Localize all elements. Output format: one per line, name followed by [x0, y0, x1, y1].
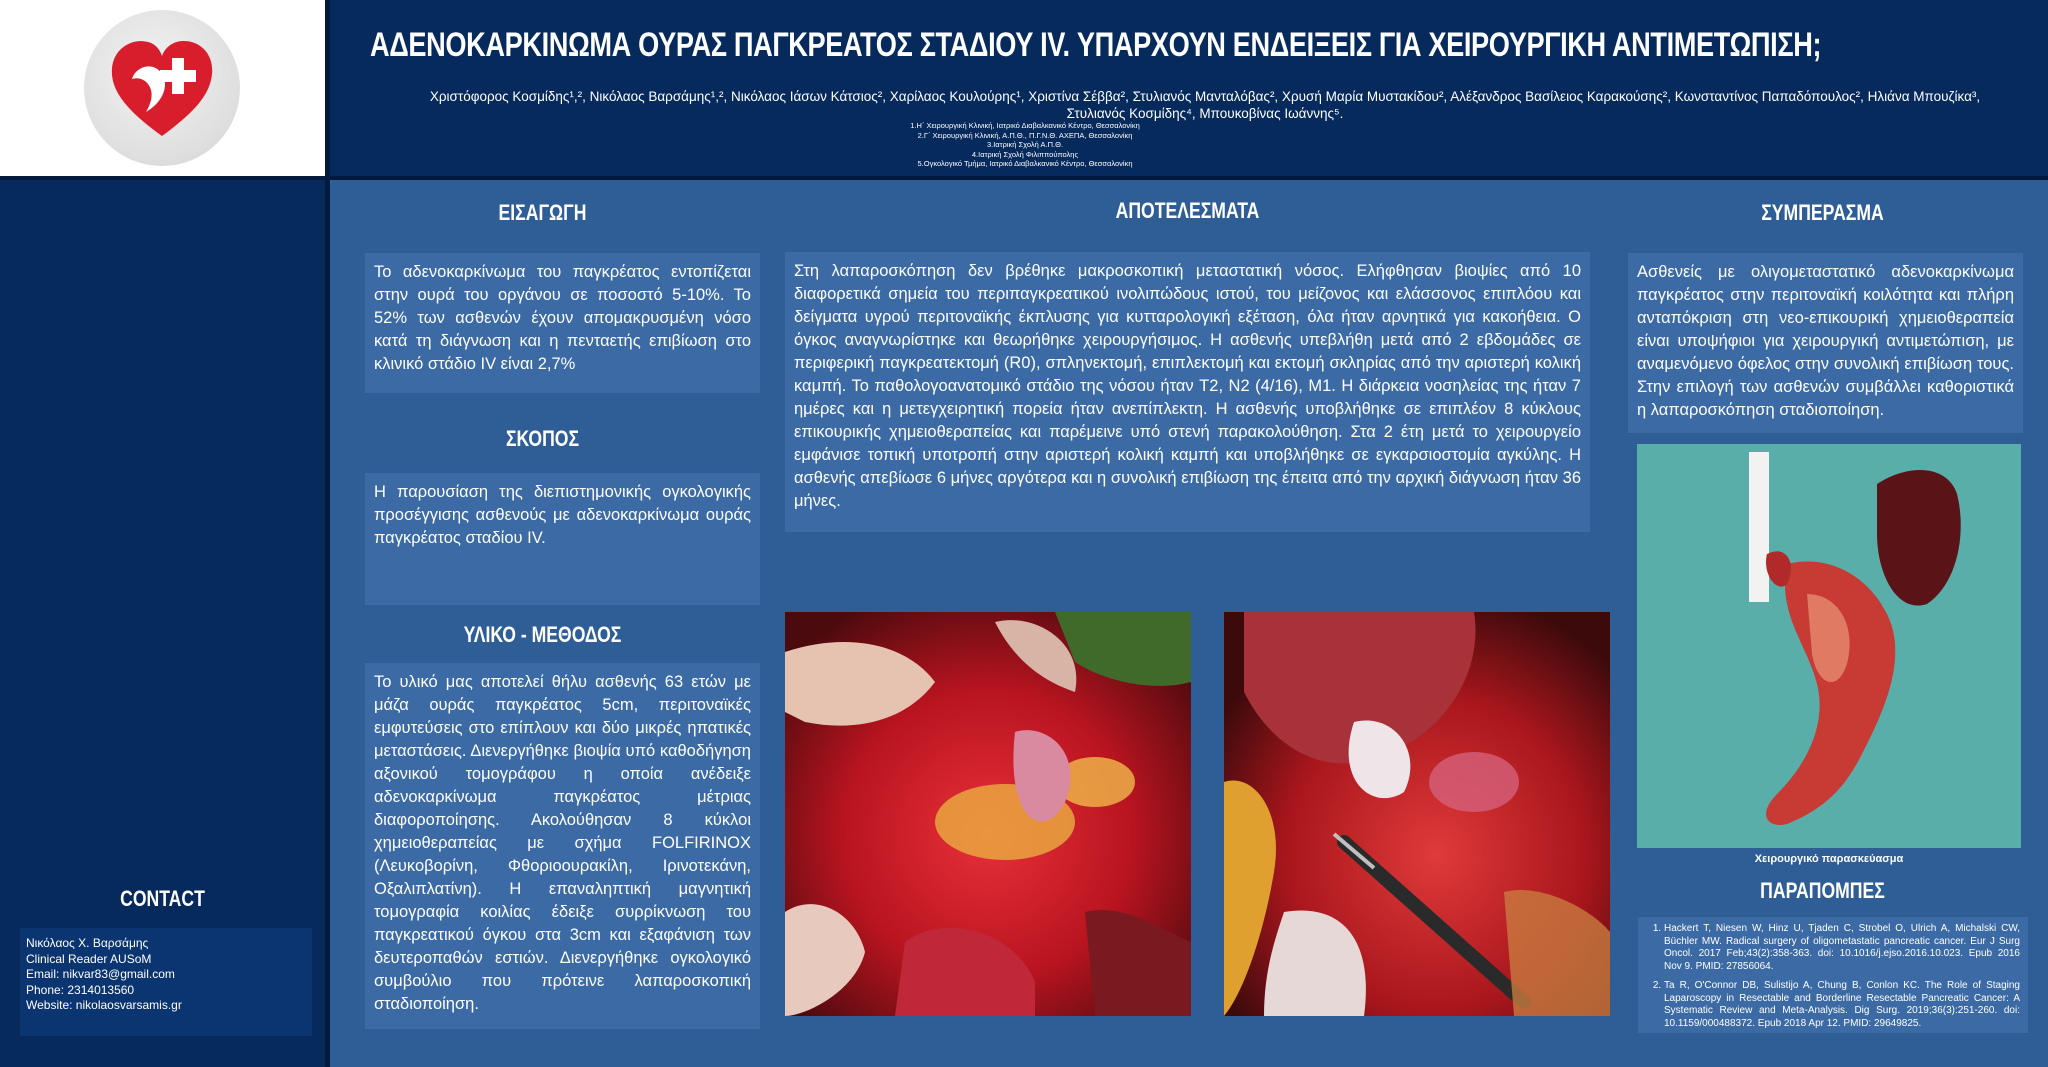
contact-phone: Phone: 2314013560 — [26, 982, 135, 997]
methods-box: Το υλικό μας αποτελεί θήλυ ασθενής 63 ετών με μάζα ουράς παγκρέατος 5cm, περιτοναϊκές εμφυτεύσεις στο επίπλουν και δύο μικρές ηπατικές μεταστάσεις. Διενεργήθηκε βιοψία υπό καθοδήγηση αξονικού τομογράφου η οποία ανέδειξε αδενοκαρκίνωμα παγκρέατος μέτριας διαφοροποίησης. Ακολούθησαν 8 κύκλοι χημειοθεραπείας με σχήμα FOLFIRINOX (Λευκοβορίνη, Φθοριοουρακίλη, Ιρινοτεκάνη, Οξαλιπλατίνη). Η επαναληπτική μαγνητική τομογραφία κοιλίας έδειξε συρρίκνωση του παγκρεατικού όγκου στα 3cm και εξαφάνιση των δευτεροπαθών εστιών. Διενεργήθηκε ογκολογικό συμβούλιο που πρότεινε λαπαροσκοπική σταδιοποίηση. — [365, 663, 760, 1029]
aim-box: Η παρουσίαση της διεπιστημονικής ογκολογικής προσέγγισης ασθενούς με αδενοκαρκίνωμα ουράς παγκρέατος σταδίου IV. — [365, 473, 760, 605]
contact-website[interactable]: Website: nikolaosvarsamis.gr — [26, 998, 182, 1012]
horizontal-divider — [0, 176, 2048, 180]
aim-title: ΣΚΟΠΟΣ — [505, 426, 580, 451]
intro-box: Το αδενοκαρκίνωμα του παγκρέατος εντοπίζεται στην ουρά του οργάνου σε ποσοστό 5-10%. Το 52% των ασθενών έχουν απομακρυσμένη νόσο κατά τη διάγνωση και η πενταετής επιβίωση στο κλινικό στάδιο IV είναι 2,7% — [365, 253, 760, 393]
author-list — [360, 88, 2048, 122]
contact-box — [20, 928, 312, 1036]
author-line-1: Χριστόφορος Κοσμίδης¹,², Νικόλαος Βαρσάμης¹,², Νικόλαος Ιάσων Κάτσιος², Χαρίλαος Κουλούρης¹, Χριστίνα Σέββα², Στυλιανός Μανταλόβας², Χρυσή Μαρία Μυστακίδου², Αλέξανδρος Βασίλειος Καρακούσης², Κωνσταντίνος Παπαδόπουλος², Ηλιάνα Μπουζίκα³, — [429, 89, 1981, 104]
references-title: ΠΑΡΑΠΟΜΠΕΣ — [1760, 878, 1885, 903]
surgical-photo-1 — [785, 612, 1191, 1016]
affiliation-2: 2.Γ΄ Χειρουργική Κλινική, Α.Π.Θ., Π.Γ.Ν.Θ. ΑΧΕΠΑ, Θεσσαλονίκη — [917, 130, 1133, 140]
affiliation-4: 4.Ιατρική Σχολή Φιλιππούπολης — [971, 149, 1079, 159]
conclusion-title: ΣΥΜΠΕΡΑΣΜΑ — [1761, 200, 1884, 225]
poster-header — [330, 0, 2048, 176]
reference-item-1: 1. Hackert T, Niesen W, Hinz U, Tjaden C, Strobel O, Ulrich A, Michalski CW, Büchler MW. Radical surgery of oligometastatic pancreatic cancer. Eur J Surg Oncol. 2017 Feb;43(2):358-363. doi: 10.1016/j.ejso.2016.10.023. Epub 2016 Nov 9. PMID: 27856064. — [1664, 923, 2020, 973]
affiliation-1: 1.Η΄ Χειρουργική Κλινική, Ιατρικό Διαβαλκανικό Κέντρο, Θεσσαλονίκη — [910, 121, 1140, 130]
contact-email[interactable]: Email: nikvar83@gmail.com — [26, 967, 175, 981]
results-box: Στη λαπαροσκόπηση δεν βρέθηκε μακροσκοπική μεταστατική νόσος. Ελήφθησαν βιοψίες από 10 διαφορετικά σημεία του περιπαγκρεατικού ινολιπώδους ιστού, του μείζονος και ελάσσονος επιπλόου και δείγματα υγρού περιτοναϊκής έκπλυσης για κυτταρολογική εξέταση, όλα ήταν αρνητικά για κακοήθεια. Ο όγκος αναγνωρίστηκε και θεωρήθηκε χειρουργήσιμος. Η ασθενής υπεβλήθη μετά από 2 εβδομάδες σε περιφερική παγκρεατεκτομή (R0), σπληνεκτομή, επιπλεκτομή και εκτομή σκληρίας από την αριστερή κολική καμπή. Το παθολογοανατομικό στάδιο της νόσου ήταν T2, N2 (4/16), M1. Η διάρκεια νοσηλείας της ήταν 7 ημέρες και η μετεγχειρητική πορεία ήταν ανεπίπλεκτη. Η ασθενής υποβλήθηκε σε επιπλέον 8 κύκλους επικουρικής χημειοθεραπείας και παρέμεινε υπό στενή παρακολούθηση. Στα 2 έτη μετά το χειρουργείο εμφάνισε τοπική υποτροπή στην αριστερή κολική καμπή και υποβλήθηκε σε εγκαρσιοστομία αγκύλης. Η ασθενής απεβίωσε 6 μήνες αργότερα και η συνολική επιβίωση της έπειτα από την αρχική διάγνωση ήταν 36 μήνες. — [785, 252, 1590, 532]
affiliation-5: 5.Ογκολογικό Τμήμα, Ιατρικό Διαβαλκανικό Κέντρο, Θεσσαλονίκη — [917, 159, 1133, 168]
references-box — [1638, 917, 2028, 1033]
results-title: ΑΠΟΤΕΛΕΣΜΑΤΑ — [1115, 198, 1260, 223]
intro-title: ΕΙΣΑΓΩΓΗ — [498, 200, 587, 225]
conclusion-box: Ασθενείς με ολιγομεταστατικό αδενοκαρκίνωμα παγκρέατος στην περιτοναϊκή κοιλότητα και πλήρη ανταπόκριση στη νεο-επικουρική χημειοθεραπεία είναι υποψήφιοι για χειρουργική αντιμετώπιση, με αναμενόμενο όφελος στην συνολική επιβίωση τους. Στην επιλογή των ασθενών συμβάλλει καθοριστικά η λαπαροσκόπηση σταδιοποίηση. — [1628, 253, 2023, 433]
contact-name: Νικόλαος Χ. Βαρσάμης — [26, 936, 149, 950]
heart-dove-cross-logo-icon — [106, 32, 218, 144]
reference-item-2: 2. Ta R, O'Connor DB, Sulistijo A, Chung B, Conlon KC. The Role of Staging Laparoscopy in Resectable and Borderline Resectable Pancreatic Cancer: A Systematic Review and Meta-Analysis. Dig Surg. 2019;36(3):251-260. doi: 10.1159/000488372. Epub 2018 Apr 12. PMID: 29649825. — [1664, 980, 2020, 1030]
poster-title: ΑΔΕΝΟΚΑΡΚΙΝΩΜΑ ΟΥΡΑΣ ΠΑΓΚΡΕΑΤΟΣ ΣΤΑΔΙΟΥ IV. ΥΠΑΡΧΟΥΝ ΕΝΔΕΙΞΕΙΣ ΓΙΑ ΧΕΙΡΟΥΡΓΙΚΗ ΑΝΤΙΜΕΤΩΠΙΣΗ; — [370, 26, 1822, 64]
specimen-caption: Χειρουργικό παρασκεύασμα — [1754, 853, 1904, 865]
logo-badge — [84, 10, 240, 166]
contact-role: Clinical Reader AUSoM — [26, 951, 152, 966]
affiliation-3: 3.Ιατρική Σχολή Α.Π.Θ. — [986, 140, 1064, 149]
surgical-photo-2 — [1224, 612, 1610, 1016]
logo-area — [0, 0, 325, 176]
vertical-divider — [325, 0, 330, 1067]
author-line-2: Στυλιανός Κοσμίδης⁴, Μπουκοβίνας Ιωάννης⁵. — [1066, 106, 1344, 121]
contact-title: CONTACT — [120, 886, 205, 911]
affiliation-list — [360, 121, 1690, 169]
specimen-photo — [1637, 444, 2021, 848]
methods-title: ΥΛΙΚΟ - ΜΕΘΟΔΟΣ — [463, 622, 622, 647]
